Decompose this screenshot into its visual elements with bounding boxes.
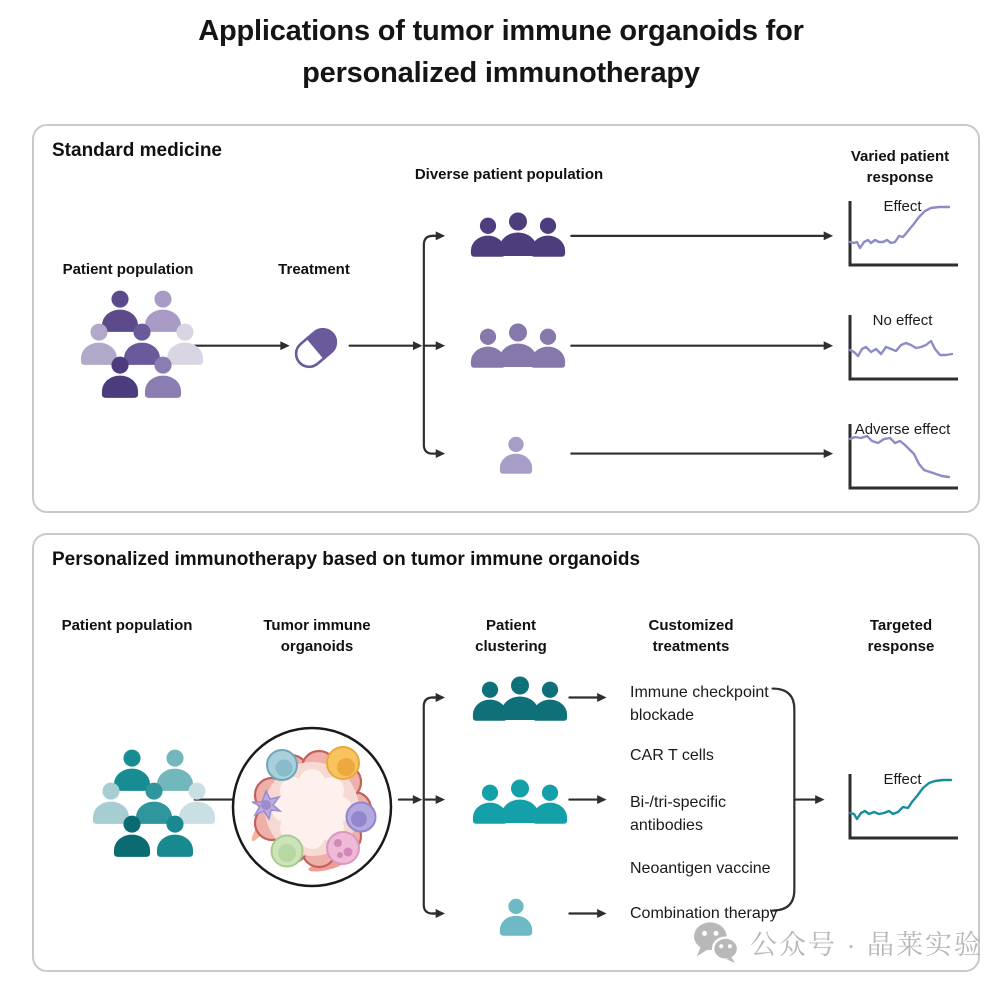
chart-label: No effect [872, 312, 933, 329]
panel-title: Standard medicine [52, 140, 222, 161]
label-diverse-patient-population: Diverse patient population [414, 166, 604, 183]
treatment-bi-tri-specific-antibodies: Bi-/tri-specific antibodies [630, 794, 727, 834]
label-patient-population: Patient population [62, 261, 194, 278]
chart-label: Adverse effect [854, 421, 951, 438]
chart-adverse-effect [845, 421, 960, 493]
chart-targeted-effect [845, 771, 960, 843]
treatment-immune-checkpoint-blockade: Immune checkpoint blockade [630, 684, 769, 724]
immune-cell-pink [327, 832, 359, 864]
patient-group-1-icons [470, 212, 566, 261]
column-patient-population: Patient population [61, 617, 193, 634]
wechat-icon [692, 920, 740, 964]
chart-label: Effect [883, 771, 922, 788]
cluster-group-1-icons [472, 676, 568, 725]
chart-no-effect [845, 312, 960, 384]
watermark-text: 公众号 · 晶莱实验 [750, 929, 983, 960]
cluster-group-2-icons [472, 779, 568, 828]
treatment-car-t-cells: CAR T cells [630, 747, 714, 764]
patient-single-icon [499, 432, 533, 478]
chart-effect [845, 198, 960, 270]
panel-standard-medicine [32, 124, 980, 513]
immune-cell-yellow [327, 747, 359, 779]
immune-cell-macrophage [267, 750, 297, 780]
chart-label: Effect [883, 198, 922, 215]
column-patient-clustering: Patient clustering [475, 617, 547, 655]
column-customized-treatments: Customized treatments [648, 617, 734, 655]
immune-cell-lavender [347, 803, 376, 832]
panel-personalized-immunotherapy [32, 533, 980, 972]
panel-title: Personalized immunotherapy based on tumor immune organoids [52, 549, 641, 570]
label-varied-patient-response: Varied patient response [850, 148, 950, 186]
watermark [692, 920, 983, 964]
page-title: Applications of tumor immune organoids for personalized immunotherapy [198, 15, 804, 90]
patient-population-icons [92, 749, 216, 859]
treatment-neoantigen-vaccine: Neoantigen vaccine [630, 860, 771, 877]
patient-group-2-icons [470, 323, 566, 372]
patient-population-icons [80, 290, 204, 400]
cluster-single-icon [499, 894, 533, 940]
label-treatment: Treatment [278, 261, 350, 278]
treatment-combination-therapy: Combination therapy [630, 905, 778, 922]
pill-icon [286, 318, 346, 378]
column-targeted-response: Targeted response [867, 617, 935, 655]
column-tumor-immune-organoids: Tumor immune organoids [263, 617, 371, 655]
immune-cell-green [272, 836, 303, 867]
tumor-organoid-illustration [230, 725, 394, 889]
